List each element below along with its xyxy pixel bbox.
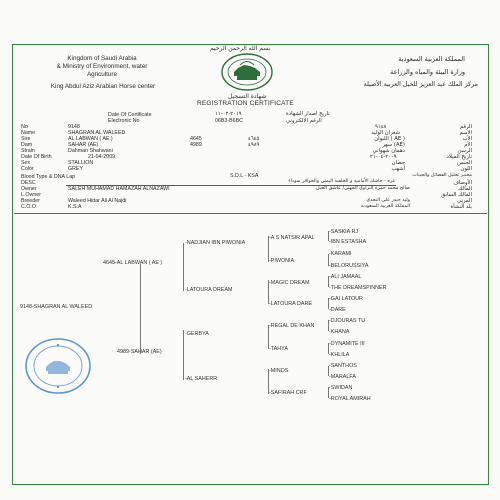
field-label-strain-ar: الرسن <box>457 148 472 154</box>
field-value-dam-ar: (AE) سهر <box>382 142 405 148</box>
electronic-value: 06B3-B6BC <box>215 118 243 124</box>
pedigree-sire: 4645-AL LABWAN ( AE ) <box>103 260 163 266</box>
field-value-dam: SAHAR (AE) <box>68 142 99 148</box>
header-ar-line3: مركز الملك عبد العزيز للخيل العربية الأصيلة <box>363 81 478 88</box>
electronic-label-ar: الرقم الالكتروني <box>286 118 322 124</box>
pedigree-divider <box>14 213 487 214</box>
header-ar-line1: المملكة العربية السعودية <box>398 55 465 63</box>
pedigree-ssd: -PIWONIA <box>269 258 295 264</box>
coo-label-ar: بلد النشأة <box>450 204 472 210</box>
field-value-sire-num: 4645 <box>190 136 202 142</box>
pedigree-sdd: -LATOURA DARE <box>269 301 312 307</box>
field-label-dob-ar: تاريخ الميلاد <box>446 154 472 160</box>
pedigree-g4-item: -SWIDAN <box>329 385 353 391</box>
field-value-sex-ar: حصان <box>391 160 405 166</box>
field-label-no-ar: الرقم <box>459 124 472 130</box>
coo-value-ar: المملكة العربية السعودية <box>360 204 410 209</box>
official-stamp-icon <box>24 337 92 395</box>
pedigree-ds: -GERBYA <box>185 331 209 337</box>
field-value-name-ar: شغران الوليد <box>371 130 400 136</box>
pedigree-g4-item: -IBN ESTASHA <box>329 239 367 245</box>
blood-label: Blood Type & DNA Lap <box>21 174 76 180</box>
pedigree-g4-item: -DJOURAS TU <box>329 318 366 324</box>
pedigree-g4-item: -SANTHOS <box>329 363 357 369</box>
field-value-sire: AL LABWAN ( AE ) <box>68 136 113 142</box>
pedigree-dam: 4989-SAHAR (AE) <box>117 349 162 355</box>
desc-label: DESC <box>21 180 36 186</box>
field-label-strain: Strain <box>21 148 35 154</box>
header-en-line2: & Ministry of Environment, water <box>56 63 148 70</box>
pedigree-ddd: -SAFIRAH CRF <box>269 390 307 396</box>
desc-label-ar: الأوصاف <box>453 180 472 186</box>
pedigree-dd: -AL SAHERR <box>185 376 218 382</box>
field-value-sire-ar: ( AE ) اللبوان <box>374 136 405 142</box>
pedigree-sds: -MAGIC DREAM <box>269 280 310 286</box>
breeder-label: Breeder <box>21 198 40 204</box>
pedigree-g4-item: -DARE <box>329 307 346 313</box>
field-value-strain: Dahman Shahwani <box>68 148 113 154</box>
horse-center-logo-icon <box>220 52 274 92</box>
pedigree-g4-item: -MARALFA <box>329 374 356 380</box>
cert-title-en: REGISTRATION CERTIFICATE <box>197 100 294 107</box>
field-label-name-ar: الاسم <box>459 130 472 136</box>
field-label-sex-ar: الجنس <box>457 160 472 166</box>
blood-label-ar: مختبر تحليل الفصائل والجينات <box>412 173 472 178</box>
pedigree-g4-item: -THE DREAMSPINNER <box>329 285 387 291</box>
pedigree-dds: -MINOS <box>269 368 289 374</box>
field-value-no: 9148 <box>68 124 80 130</box>
pedigree-g4-item: -BELORUSSIYA <box>329 263 369 269</box>
field-value-sex: STALLION <box>68 160 94 166</box>
desc-value-ar: غرة - حاشك الأمامية و الخلفية اليمنى والحوافر سوداء <box>288 179 395 184</box>
header-ar-line2: وزارة البيئة والمياه والزراعة <box>390 68 465 76</box>
electronic-label: Electronic No <box>108 118 140 124</box>
field-label-dam-ar: الأم <box>464 142 472 148</box>
field-value-color: GREY <box>68 166 84 172</box>
bismillah: بسم الله الرحمن الرحيم <box>210 45 271 52</box>
pedigree-g4-item: -ROYAL AMIRAH <box>329 396 371 402</box>
field-label-sire-ar: الأب <box>462 136 472 142</box>
date-label-ar: تاريخ اصدار الشهادة <box>286 111 330 117</box>
owner-value-ar: صالح محمد حمزه النزاوي الجهني/ عاشق الخيل <box>316 186 410 191</box>
owner-value: SALEH MUHAMAD HAMAZAH ALNAZAWI <box>68 186 170 192</box>
field-value-strain-ar: دهمان شهواني <box>372 148 405 154</box>
field-label-name: Name <box>21 130 36 136</box>
lowner-label: L.Owner <box>21 192 42 198</box>
pedigree-sd: -LATOURA DREAM <box>185 287 233 293</box>
lowner-label-ar: المالك السابق <box>441 192 472 198</box>
pedigree-sss: -A S NATSIR APAL <box>269 235 315 241</box>
breeder-value: Waleed Hidar Ali Al Najdi <box>68 198 127 204</box>
pedigree-dsd: -TAHYA <box>269 346 288 352</box>
coo-value: K.S.A <box>68 204 82 210</box>
pedigree-subject: 9148-SHAGRAN AL WALEED <box>20 304 93 310</box>
field-value-sire-num-ar: ٤٦٤٥ <box>248 136 260 142</box>
field-value-name: SHAGRAN AL WALEED <box>68 130 126 136</box>
header-en-line3: Agriculture <box>86 71 118 78</box>
field-label-no: No <box>21 124 28 130</box>
cert-title-ar: شهادة التسجيل <box>228 93 267 100</box>
field-label-sire: Sire <box>21 136 31 142</box>
pedigree-g4-item: -KARAMI <box>329 251 352 257</box>
pedigree-ss: -NADJIAN IBN PIWONIA <box>185 240 246 246</box>
pedigree-g4-item: -GAI LATOUR <box>329 296 363 302</box>
date-value: ٢٠١٩-٠٢-١١ <box>215 111 242 117</box>
field-value-no-ar: ٩١٤٨ <box>375 124 387 130</box>
field-label-dob: Date Of Birth <box>21 154 52 160</box>
pedigree-g4-item: -KHLILA <box>329 352 350 358</box>
breeder-label-ar: المربي <box>457 198 472 204</box>
coo-label: C.O.O <box>21 204 37 210</box>
pedigree-g4-item: -SASKIA RJ <box>329 229 359 235</box>
field-value-dam-num-ar: ٤٩٨٩ <box>248 142 260 148</box>
pedigree-g4-item: -KHANA <box>329 329 350 335</box>
owner-label-ar: المالك <box>458 186 472 192</box>
field-value-color-ar: أشهب <box>391 166 405 172</box>
pedigree-g4-item: -DYNAMITE III <box>329 341 365 347</box>
field-label-color: Color <box>21 166 34 172</box>
certificate-border <box>12 44 489 485</box>
pedigree-dss: -REGAL DE KHAN <box>269 323 315 329</box>
field-label-sex: Sex <box>21 160 31 166</box>
breeder-value-ar: وليد حيدر علي النجدي <box>366 198 410 203</box>
field-value-dob-ar: ٢٠٠٩-٠٤-٢١ <box>370 154 397 160</box>
header-en-line1: Kingdom of Saudi Arabia <box>67 55 137 62</box>
field-value-dob: 21-04-2009 <box>88 154 116 160</box>
header-en-line4: King Abdul Aziz Arabian Horse center <box>50 83 156 90</box>
date-label: Date Of Certificate <box>108 112 152 118</box>
owner-label: Owner <box>21 186 37 192</box>
blood-value: S.D.L - KSA <box>230 173 259 179</box>
pedigree-g4-item: -ALI JAMAAL <box>329 274 362 280</box>
field-label-dam: Dam <box>21 142 33 148</box>
field-label-color-ar: اللون <box>460 166 472 172</box>
field-value-dam-num: 4989 <box>190 142 202 148</box>
